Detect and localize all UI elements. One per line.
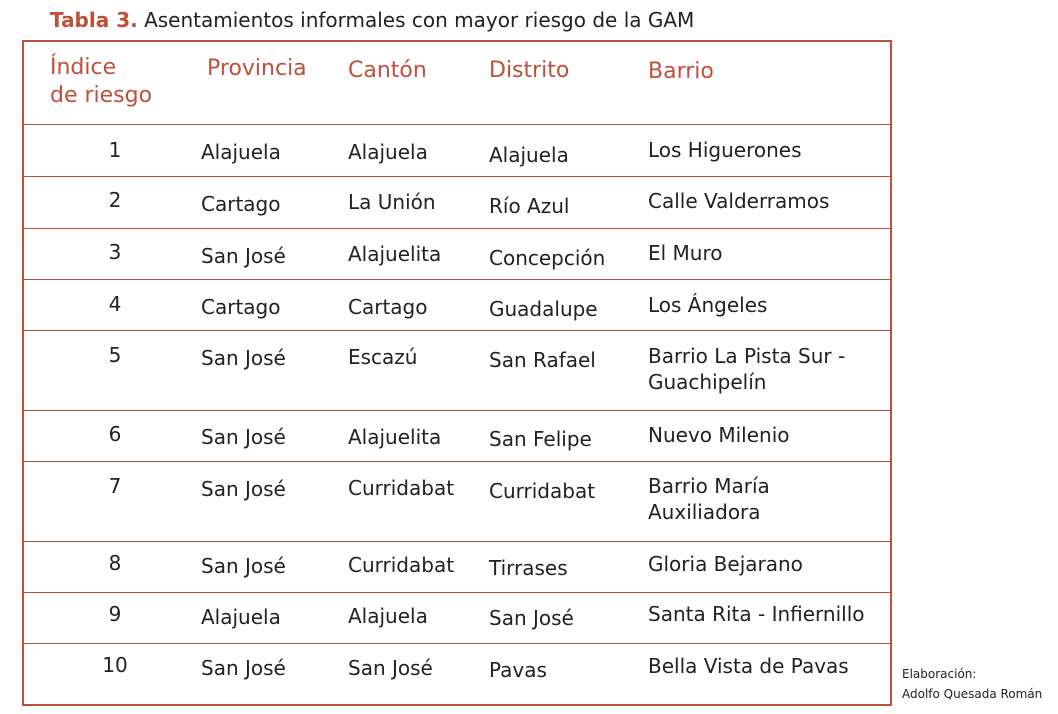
table-row [24, 280, 890, 331]
cell-province: Alajuela [201, 140, 281, 164]
cell-district: San Felipe [489, 427, 592, 451]
header-index [50, 54, 152, 110]
cell-neighborhood: El Muro [648, 241, 723, 265]
cell-index: 6 [108, 422, 122, 446]
credit-label: Elaboración: [902, 667, 977, 681]
table-row [24, 644, 890, 704]
cell-province: San José [201, 554, 286, 578]
table-row [24, 462, 890, 542]
cell-canton: Curridabat [348, 553, 455, 577]
cell-neighborhood: Los Higuerones [648, 138, 802, 162]
cell-district: Tirrases [489, 556, 568, 580]
cell-canton: La Unión [348, 190, 436, 214]
table-number: Tabla 3. [50, 8, 138, 32]
table-row [24, 177, 890, 229]
cell-neighborhood: Nuevo Milenio [648, 423, 790, 447]
cell-index: 8 [108, 551, 122, 575]
cell-province: Cartago [201, 295, 281, 319]
table-row [24, 411, 890, 462]
cell-index: 4 [108, 292, 122, 316]
header-index-line1: Índice [50, 55, 117, 80]
table-row [24, 593, 890, 644]
cell-province: San José [201, 425, 286, 449]
cell-district: Guadalupe [489, 297, 598, 321]
cell-neighborhood-line2: Guachipelín [648, 370, 767, 394]
header-province: Provincia [207, 56, 307, 81]
cell-neighborhood-line1: Barrio María [648, 474, 770, 498]
cell-province: San José [201, 346, 286, 370]
cell-index: 5 [108, 343, 122, 367]
cell-district: San José [489, 606, 574, 630]
table-header-row [24, 42, 890, 125]
cell-province: San José [201, 477, 286, 501]
cell-index: 9 [108, 602, 122, 626]
cell-district: Curridabat [489, 479, 596, 503]
header-neighborhood: Barrio [648, 59, 714, 84]
header-canton: Cantón [348, 58, 427, 83]
cell-neighborhood: Los Ángeles [648, 293, 768, 317]
table-row [24, 125, 890, 177]
cell-neighborhood-line2: Auxiliadora [648, 500, 761, 524]
cell-canton: Alajuelita [348, 425, 442, 449]
cell-district: Río Azul [489, 194, 570, 218]
cell-index: 10 [102, 653, 128, 677]
cell-canton: Escazú [348, 345, 418, 369]
cell-neighborhood: Gloria Bejarano [648, 552, 803, 576]
cell-neighborhood: Calle Valderramos [648, 189, 830, 213]
cell-index: 2 [108, 188, 122, 212]
table-row [24, 331, 890, 411]
header-index-line2: de riesgo [50, 83, 153, 108]
table-row [24, 542, 890, 593]
cell-canton: Cartago [348, 295, 428, 319]
cell-neighborhood: Bella Vista de Pavas [648, 654, 849, 678]
cell-index: 3 [108, 240, 122, 264]
cell-district: Alajuela [489, 143, 569, 167]
cell-neighborhood [648, 473, 770, 525]
cell-neighborhood-line1: Barrio La Pista Sur - [648, 344, 846, 368]
cell-neighborhood [648, 343, 845, 395]
header-district: Distrito [489, 58, 570, 83]
table-caption [50, 8, 694, 32]
cell-canton: San José [348, 656, 433, 680]
cell-province: San José [201, 244, 286, 268]
table-title: Asentamientos informales con mayor riesgo de la GAM [144, 8, 695, 32]
cell-province: Alajuela [201, 605, 281, 629]
cell-neighborhood: Santa Rita - Infiernillo [648, 602, 865, 626]
cell-canton: Curridabat [348, 476, 455, 500]
cell-canton: Alajuelita [348, 242, 442, 266]
cell-canton: Alajuela [348, 604, 428, 628]
cell-index: 1 [108, 138, 122, 162]
credit-note [902, 664, 1042, 704]
cell-index: 7 [108, 474, 122, 498]
table-row [24, 229, 890, 280]
cell-district: Pavas [489, 658, 547, 682]
credit-author: Adolfo Quesada Román [902, 687, 1043, 701]
risk-table [22, 40, 892, 706]
cell-province: San José [201, 656, 286, 680]
cell-district: San Rafael [489, 348, 596, 372]
cell-canton: Alajuela [348, 140, 428, 164]
cell-district: Concepción [489, 246, 606, 270]
cell-province: Cartago [201, 192, 281, 216]
